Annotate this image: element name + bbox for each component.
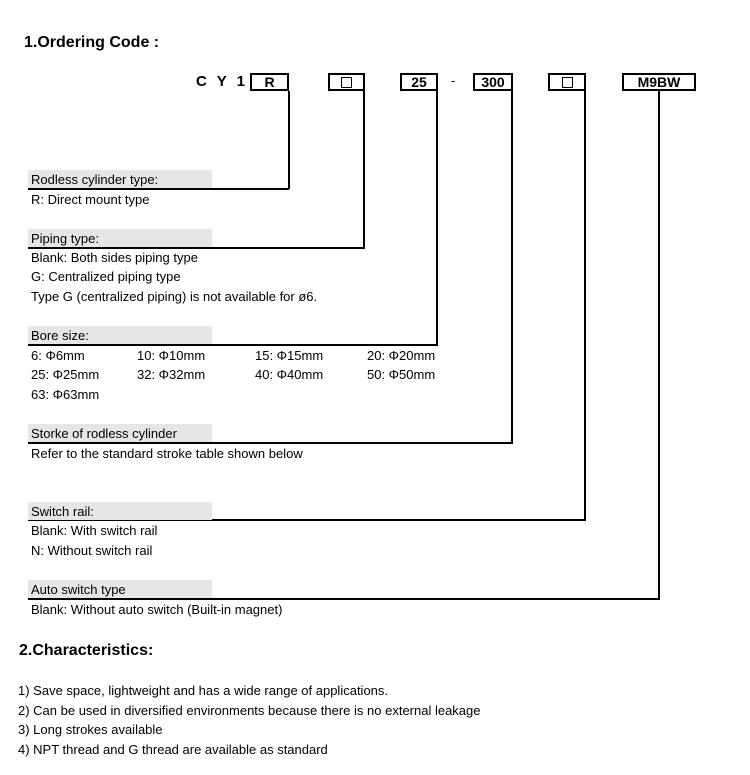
code-box-switch	[622, 73, 696, 91]
connector-rail-vertical	[584, 91, 586, 520]
connector-bore-horizontal	[28, 344, 438, 346]
characteristic-item: 3) Long strokes available	[18, 722, 163, 737]
piping-type-label: Piping type:	[31, 231, 99, 246]
bore-option: 63: Φ63mm	[31, 387, 100, 402]
blank-square-icon	[562, 77, 573, 88]
connector-type-vertical	[288, 91, 290, 189]
bore-option: 32: Φ32mm	[137, 367, 206, 382]
bore-option: 50: Φ50mm	[367, 367, 436, 382]
bore-option: 15: Φ15mm	[255, 348, 324, 363]
auto-switch-label: Auto switch type	[31, 582, 126, 597]
code-box-bore	[400, 73, 438, 91]
characteristics-title: 2.Characteristics:	[19, 642, 154, 659]
switch-rail-option-blank: Blank: With switch rail	[31, 523, 158, 538]
piping-option-g: G: Centralized piping type	[31, 269, 181, 284]
rodless-type-option: R: Direct mount type	[31, 192, 150, 207]
piping-note: Type G (centralized piping) is not available for ø6.	[31, 289, 318, 304]
connector-bore-vertical	[436, 91, 438, 346]
connector-stroke-vertical	[511, 91, 513, 444]
stroke-label: Storke of rodless cylinder	[31, 426, 177, 441]
connector-switch-vertical	[658, 91, 660, 599]
characteristic-item: 4) NPT thread and G thread are available as standard	[18, 742, 328, 757]
code-type-value: R	[264, 74, 275, 90]
bore-option: 25: Φ25mm	[31, 367, 100, 382]
code-box-type	[250, 73, 289, 91]
bore-option: 6: Φ6mm	[31, 348, 85, 363]
code-switch-value: M9BW	[637, 74, 681, 90]
bore-option: 20: Φ20mm	[367, 348, 436, 363]
code-box-rail	[548, 73, 586, 91]
connector-piping-vertical	[363, 91, 365, 248]
switch-rail-option-n: N: Without switch rail	[31, 543, 153, 558]
characteristic-item: 1) Save space, lightweight and has a wide range of applications.	[18, 683, 389, 698]
code-bore-value: 25	[411, 74, 427, 90]
ordering-code-title: 1.Ordering Code :	[24, 34, 160, 51]
switch-rail-label: Switch rail:	[31, 504, 94, 519]
piping-option-blank: Blank: Both sides piping type	[31, 250, 198, 265]
bore-option: 40: Φ40mm	[255, 367, 324, 382]
blank-square-icon	[341, 77, 352, 88]
stroke-note: Refer to the standard stroke table shown below	[31, 446, 303, 461]
auto-switch-option-blank: Blank: Without auto switch (Built-in magnet)	[31, 602, 283, 617]
code-box-piping	[328, 73, 365, 91]
bore-option: 10: Φ10mm	[137, 348, 206, 363]
model-prefix: C Y 1	[196, 73, 248, 90]
characteristic-item: 2) Can be used in diversified environments because there is no external leakage	[18, 703, 481, 718]
rodless-type-label: Rodless cylinder type:	[31, 172, 159, 187]
code-box-stroke	[473, 73, 513, 91]
bore-size-label: Bore size:	[31, 328, 89, 343]
code-separator: -	[451, 73, 456, 88]
code-stroke-value: 300	[481, 74, 505, 90]
